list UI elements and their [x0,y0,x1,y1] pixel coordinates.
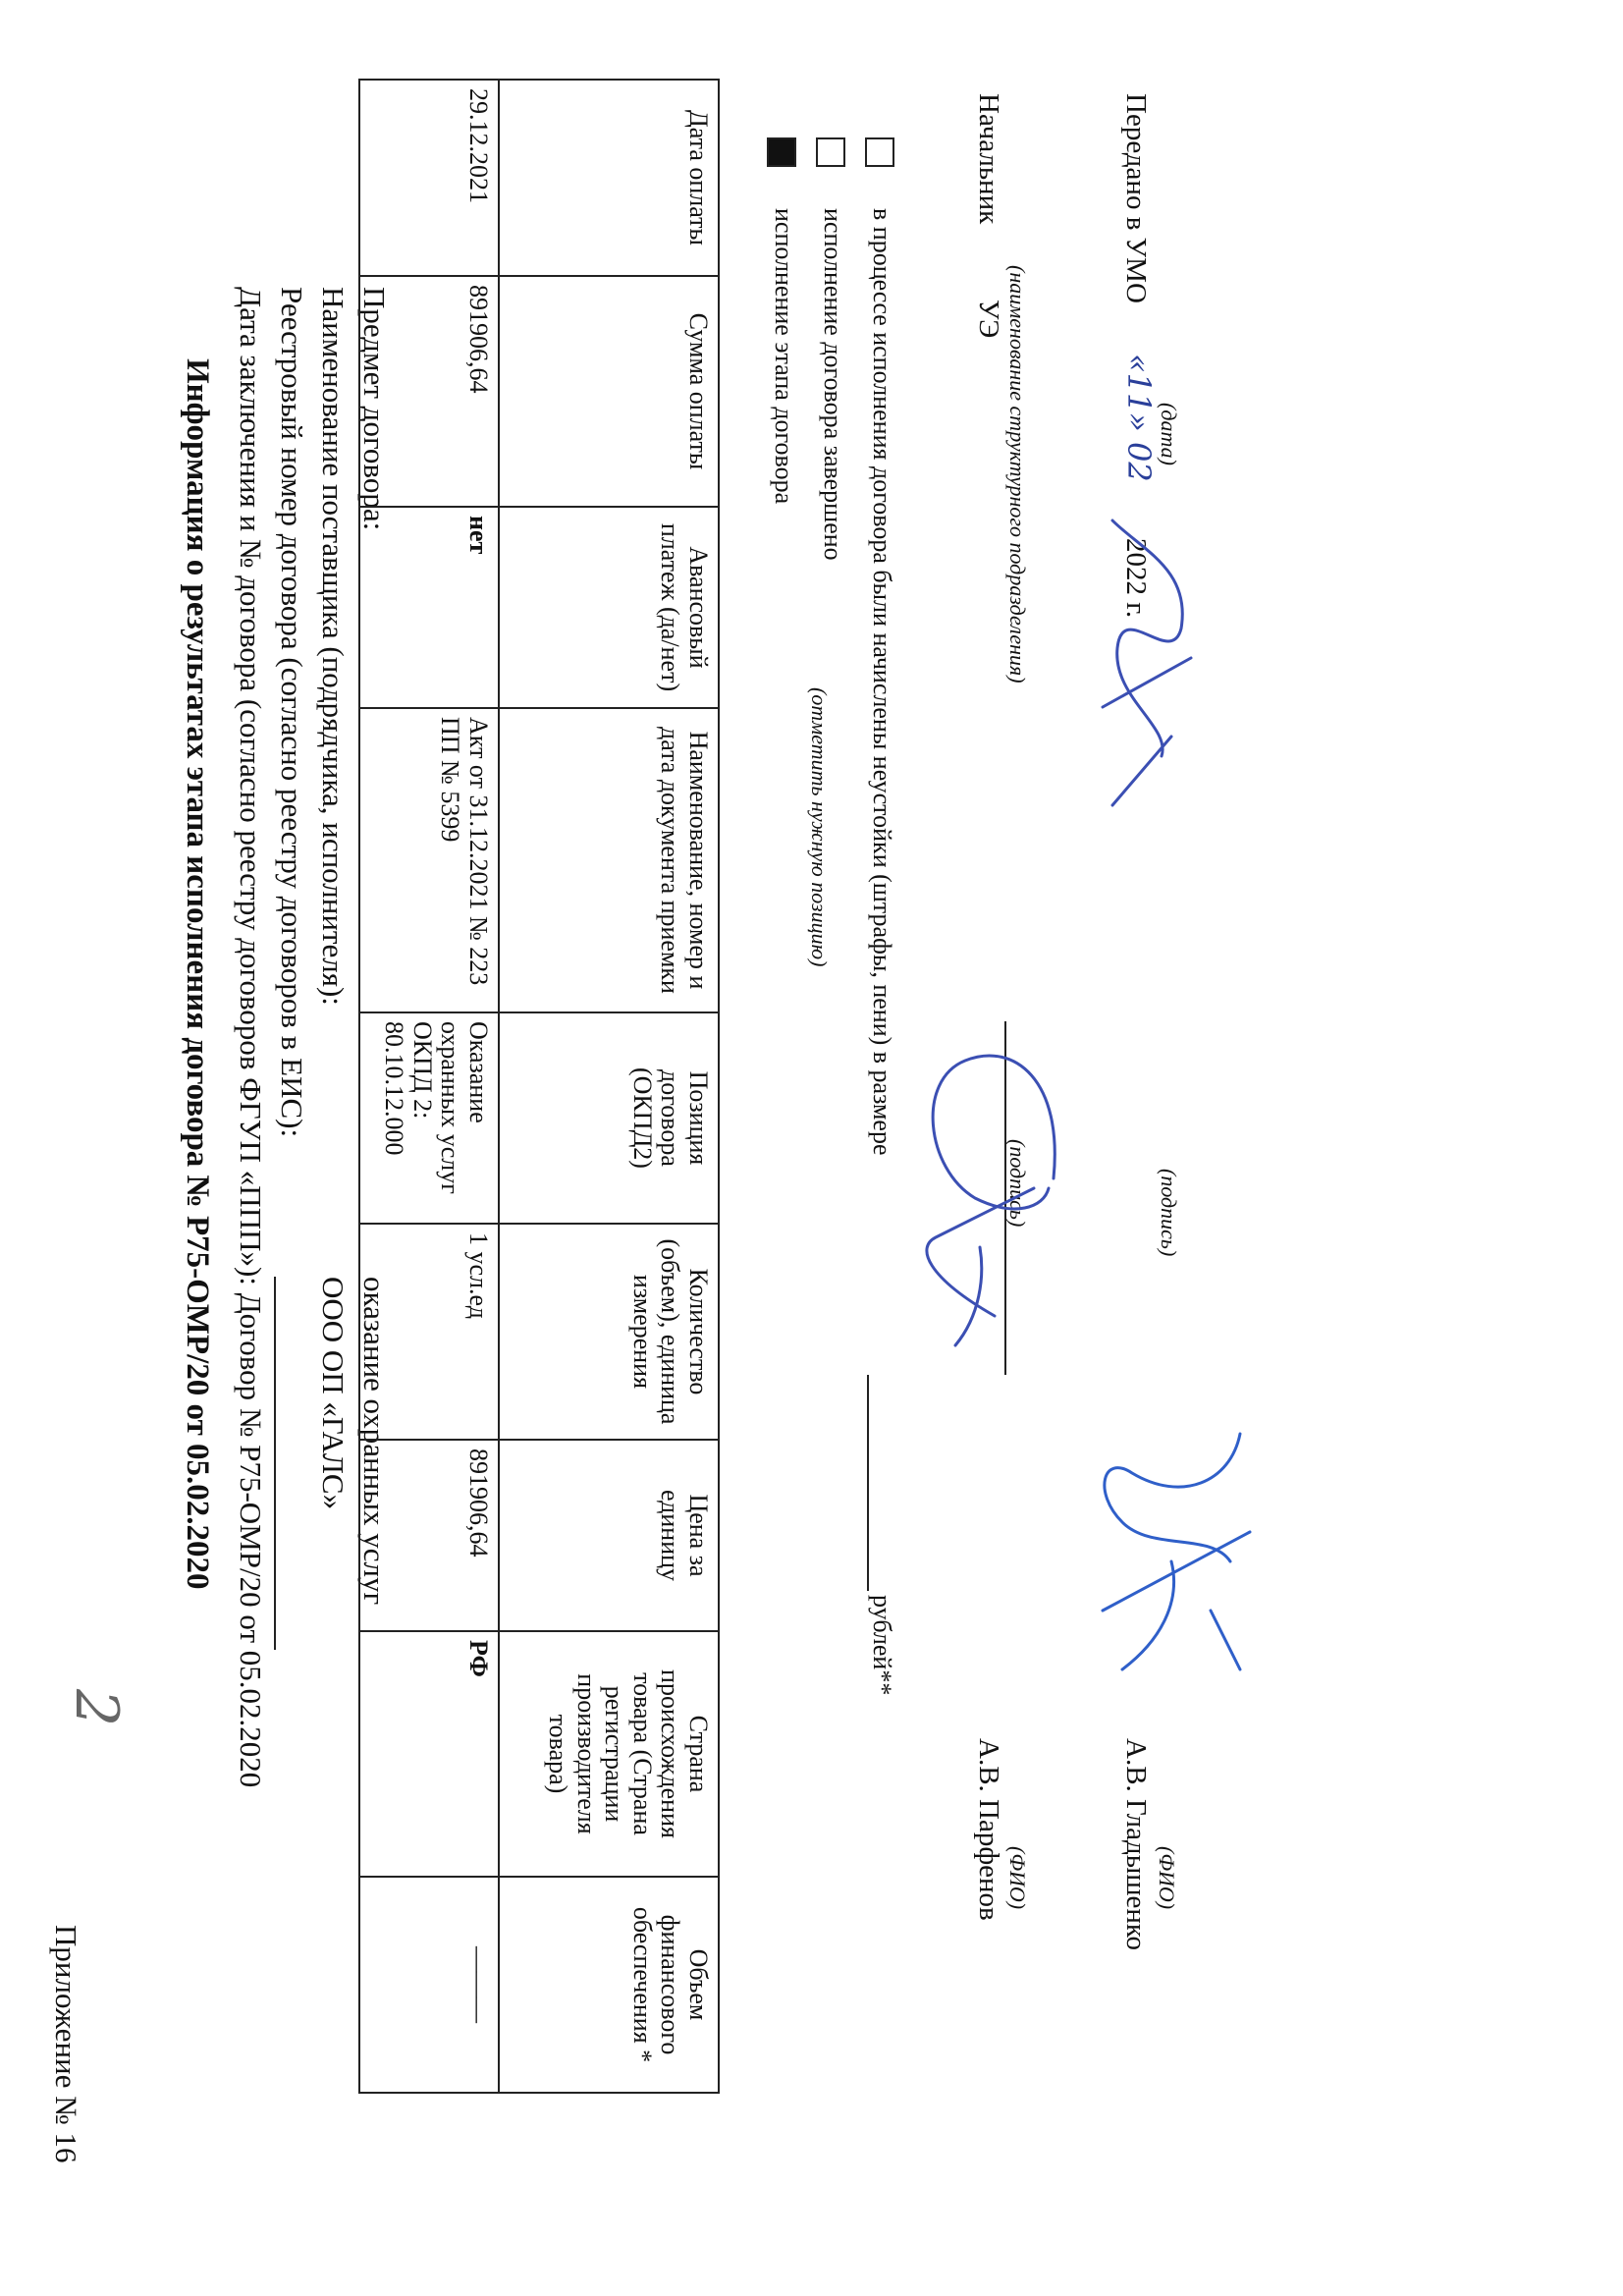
supplier-label: Наименование поставщика (подрядчика, исполнителя): [316,287,351,1006]
option-penalties-label: в процессе исполнения договора были начислены неустойки (штрафы, пени) в размере [868,208,896,1156]
header-country: Страна происхождения товара (Страна регистрации производителя товара) [499,1631,719,1877]
head-name: А.В. Парфенов [973,1738,1004,1921]
table-row [359,80,499,2093]
registry-value-underline [274,1277,276,1650]
transfer-signature-image [1073,1414,1270,1689]
document-title: Информация о результатах этапа исполнения договора № Р75-ОМР/20 от 05.02.2020 [180,358,215,1590]
header-contract-position: Позиция договора (ОКПД2) [499,1012,719,1224]
header-unit-price: Цена за единицу [499,1440,719,1631]
transfer-date-scribble [1093,511,1211,825]
payments-table [358,79,720,2094]
cell-advance: нет [359,507,499,708]
penalty-amount-underline [867,1375,869,1591]
contract-label: Дата заключения и № договора (согласно реестру договоров ФГУП «ППП»): [234,287,268,1285]
registry-label: Реестровый номер договора (согласно реестру договоров в ЕИС): [275,287,309,1138]
head-position-label: Начальник [973,93,1004,225]
cell-contract-position: Оказание охранных услуг ОКПД 2: 80.10.12.000 [359,1012,499,1224]
option-contract-completed-label: исполнение договора завершено [819,208,847,561]
table-header-row [499,80,719,2093]
transfer-date-caption: (дата) [1157,403,1181,465]
subject-label: Предмет договора: [357,287,392,531]
head-signature-caption: (подпись) [1005,1139,1030,1228]
selection-note: (отметить нужную позицию) [807,687,832,967]
cell-acceptance-doc: Акт от 31.12.2021 № 223 ПП № 5399 [359,708,499,1012]
cell-quantity: 1 усл.ед [359,1224,499,1440]
header-advance: Авансовый платеж (да/нет) [499,507,719,708]
transfer-signature-caption: (подпись) [1157,1169,1181,1257]
header-payment-amount: Сумма оплаты [499,276,719,507]
penalty-currency-label: рублей** [868,1595,896,1696]
supplier-value: ООО ОП «ГАЛС» [316,1277,351,1510]
transfer-name: А.В. Гладышенко [1120,1738,1152,1951]
supplier-line [315,287,351,1006]
cell-payment-date: 29.12.2021 [359,80,499,276]
transfer-date-handwritten: «11» 02 [1120,354,1158,482]
transfer-label: Передано в УМО [1120,93,1152,303]
option-stage-execution-label: исполнение этапа договора [770,208,798,505]
cell-unit-price: 891906,64 [359,1440,499,1631]
header-quantity: Количество (объем), единица измерения [499,1224,719,1440]
header-financial-security: Объем финансового обеспечения * [499,1877,719,2093]
cell-financial-security: ——— [359,1877,499,2093]
cell-payment-amount: 891906,64 [359,276,499,507]
head-unit: УЭ [973,300,1004,339]
header-acceptance-doc: Наименование, номер и дата документа приемки [499,708,719,1012]
cell-country: РФ [359,1631,499,1877]
subject-value: оказание охранных услуг [357,1277,392,1606]
transfer-name-caption: (ФИО) [1155,1846,1179,1910]
appendix-label: Приложение № 16 [49,1925,83,2163]
checkbox-contract-completed[interactable] [816,137,845,167]
contract-line [233,287,268,1787]
checkbox-penalties[interactable] [865,137,894,167]
head-signature-image [906,1021,1073,1375]
contract-value: Договор № Р75-ОМР/20 от 05.02.2020 [234,1292,268,1788]
transfer-year: 2022 г. [1120,538,1152,619]
checkbox-stage-execution[interactable] [767,137,796,167]
head-unit-caption: (наименование структурного подразделения) [1005,265,1030,683]
registry-line [274,287,309,1137]
head-name-caption: (ФИО) [1005,1846,1030,1910]
header-payment-date: Дата оплаты [499,80,719,276]
handwritten-page-number: 2 [62,1689,131,1727]
